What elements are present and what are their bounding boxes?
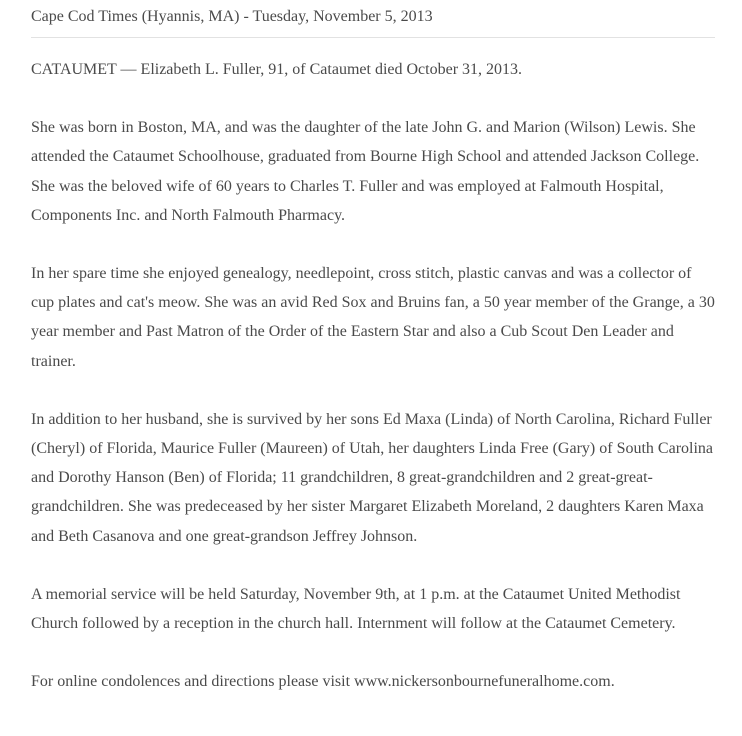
obituary-page <box>31 0 715 696</box>
obituary-body <box>31 55 715 696</box>
source-dateline: Cape Cod Times (Hyannis, MA) - Tuesday, November 5, 2013 <box>31 0 715 38</box>
paragraph-biography: She was born in Boston, MA, and was the daughter of the late John G. and Marion (Wilson) Lewis. She attended the Cataumet Schoolhouse, graduated from Bourne High School and attended Jackson College. She was the beloved wife of 60 years to Charles T. Fuller and was employed at Falmouth Hospital, Components Inc. and North Falmouth Pharmacy. <box>31 119 700 224</box>
paragraph-condolences: For online condolences and directions please visit www.nickersonbournefuneralhome.com. <box>31 673 615 691</box>
paragraph-hobbies: In her spare time she enjoyed genealogy, needlepoint, cross stitch, plastic canvas and was a collector of cup plates and cat's meow. She was an avid Red Sox and Bruins fan, a 50 year member of the Grange, a 30 year member and Past Matron of the Order of the Eastern Star and also a Cub Scout Den Leader and trainer. <box>31 265 715 370</box>
paragraph-memorial-service: A memorial service will be held Saturday, November 9th, at 1 p.m. at the Cataumet United Methodist Church followed by a reception in the church hall. Internment will follow at the Cataumet Cemetery. <box>31 585 681 633</box>
paragraph-survivors: In addition to her husband, she is survived by her sons Ed Maxa (Linda) of North Carolina, Richard Fuller (Cheryl) of Florida, Maurice Fuller (Maureen) of Utah, her daughters Linda Free (Gary) of South Carolina and Dorothy Hanson (Ben) of Florida; 11 grandchildren, 8 great-grandchildren and 2 great-great-grandchildren. She was predeceased by her sister Margaret Elizabeth Moreland, 2 daughters Karen Maxa and Beth Casanova and one great-grandson Jeffrey Johnson. <box>31 410 714 545</box>
obituary-intro: CATAUMET — Elizabeth L. Fuller, 91, of Cataumet died October 31, 2013. <box>31 61 523 78</box>
